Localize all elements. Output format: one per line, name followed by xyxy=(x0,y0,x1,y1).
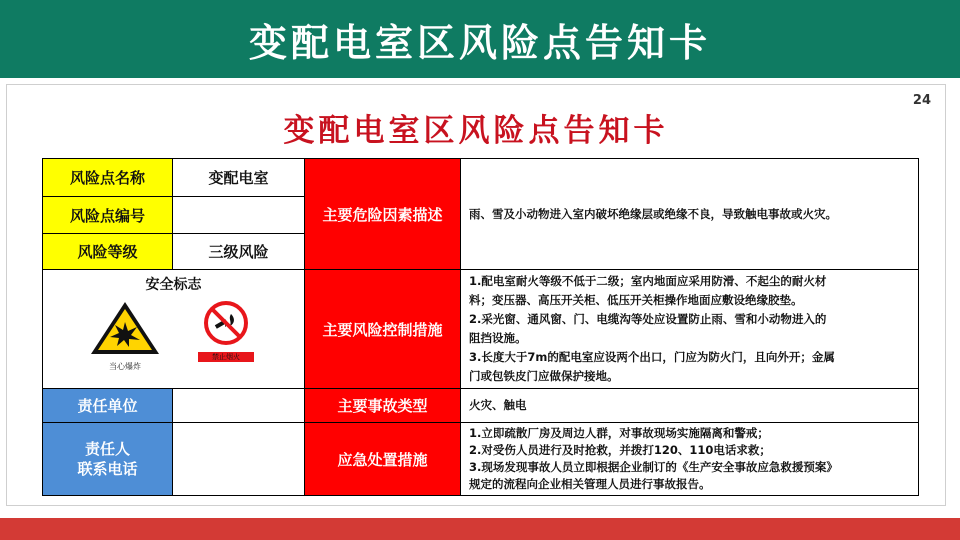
no-fire-sign xyxy=(197,300,255,362)
accident-type-value: 火灾、触电 xyxy=(461,389,919,423)
emergency-line: 2.对受伤人员进行及时抢救，并拨打120、110电话求救； xyxy=(469,443,771,457)
header-band xyxy=(0,0,960,78)
control-line: 阻挡设施。 xyxy=(469,331,527,345)
risk-card xyxy=(6,84,946,506)
emergency-line: 规定的流程向企业相关管理人员进行事故报告。 xyxy=(469,477,711,491)
explosion-sign xyxy=(89,300,161,372)
control-line: 2.采光窗、通风窗、门、电缆沟等处应设置防止雨、雪和小动物进入的 xyxy=(469,312,827,326)
control-measures xyxy=(461,270,919,389)
header-title: 变配电室区风险点告知卡 xyxy=(248,20,711,65)
warning-explosion-icon xyxy=(89,300,161,356)
no-fire-sign-caption: 禁止烟火 xyxy=(198,352,254,362)
hazard-text: 雨、雪及小动物进入室内破坏绝缘层或绝缘不良，导致触电事故或火灾。 xyxy=(461,159,919,270)
risk-name-value: 变配电室 xyxy=(173,159,305,197)
contact-label xyxy=(43,423,173,496)
emergency-label: 应急处置措施 xyxy=(305,423,461,496)
control-line: 门或包铁皮门应做保护接地。 xyxy=(469,369,619,383)
control-label: 主要风险控制措施 xyxy=(305,270,461,389)
emergency-measures xyxy=(461,423,919,496)
risk-code-label: 风险点编号 xyxy=(43,197,173,234)
risk-name-label: 风险点名称 xyxy=(43,159,173,197)
safety-signs-title: 安全标志 xyxy=(145,277,202,293)
control-line: 1.配电室耐火等级不低于二级；室内地面应采用防滑、不起尘的耐火材 xyxy=(469,274,827,288)
emergency-line: 3.现场发现事故人员立即根据企业制订的《生产安全事故应急救援预案》 xyxy=(469,460,838,474)
page-number: 24 xyxy=(912,93,931,108)
safety-signs-cell xyxy=(43,270,305,389)
responsible-unit-label: 责任单位 xyxy=(43,389,173,423)
footer-band xyxy=(0,518,960,540)
control-line: 3.长度大于7m的配电室应设两个出口，门应为防火门，且向外开；金属 xyxy=(469,350,835,364)
risk-table xyxy=(42,158,919,496)
accident-type-label: 主要事故类型 xyxy=(305,389,461,423)
contact-label-phone: 联系电话 xyxy=(77,460,138,478)
card-title: 变配电室区风险点告知卡 xyxy=(283,113,669,149)
risk-code-value xyxy=(173,197,305,234)
contact-label-person: 责任人 xyxy=(84,440,130,458)
explosion-sign-caption: 当心爆炸 xyxy=(109,362,141,371)
no-fire-icon xyxy=(198,300,254,346)
responsible-unit-value xyxy=(173,389,305,423)
risk-level-label: 风险等级 xyxy=(43,234,173,270)
hazard-label: 主要危险因素描述 xyxy=(305,159,461,270)
control-line: 料；变压器、高压开关柜、低压开关柜操作地面应敷设绝缘胶垫。 xyxy=(469,293,803,307)
risk-level-value: 三级风险 xyxy=(173,234,305,270)
contact-value xyxy=(173,423,305,496)
emergency-line: 1.立即疏散厂房及周边人群，对事故现场实施隔离和警戒； xyxy=(469,426,769,440)
